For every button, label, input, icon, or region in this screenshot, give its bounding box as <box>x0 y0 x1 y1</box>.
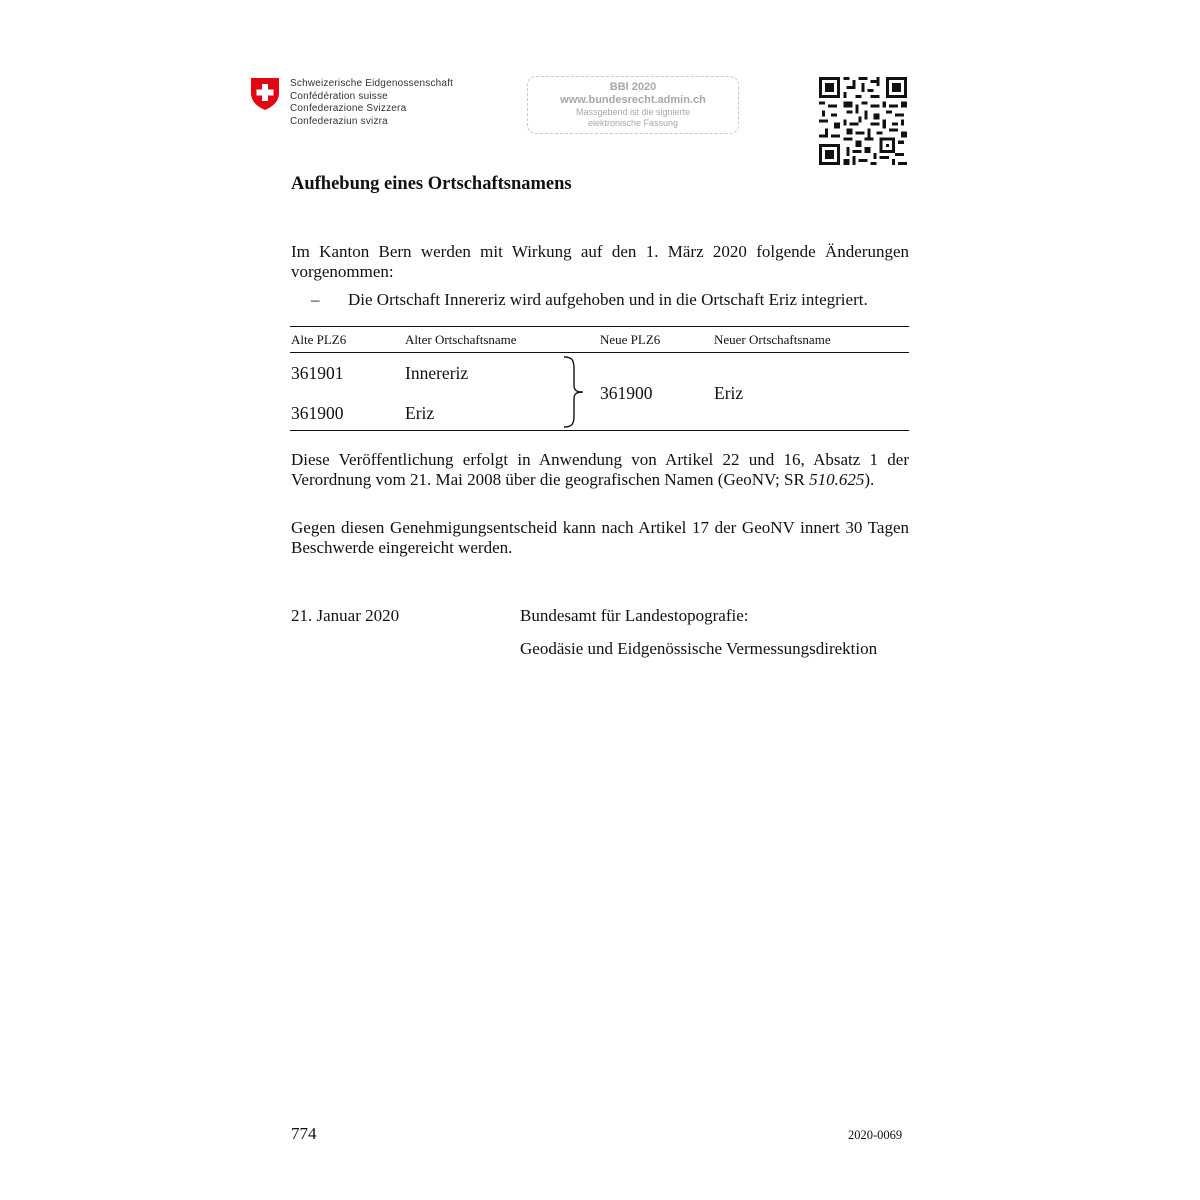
page-number: 774 <box>291 1124 317 1143</box>
legal-basis-end: ). <box>864 470 875 489</box>
stamp-note-2: elektronische Fassung <box>587 118 679 128</box>
bullet-dash: – <box>311 290 320 309</box>
legal-basis-text: Diese Veröffentlichung erfolgt in Anwendung von Artikel 22 und 16, Absatz 1 der Verordnung vom 21. Mai 2008 über die geografischen Namen (GeoNV; SR <box>291 450 909 489</box>
signatory-division: Geodäsie und Eidgenössische Vermessungsdirektion <box>520 639 878 658</box>
new-name: Eriz <box>714 383 744 403</box>
document-number: 2020-0069 <box>848 1128 903 1142</box>
stamp-url: www.bundesrecht.admin.ch <box>560 94 706 106</box>
stamp-bbl: BBl 2020 <box>609 81 657 93</box>
org-line-fr: Confédération suisse <box>290 90 388 102</box>
table-header-rule <box>290 352 909 353</box>
document-title: Aufhebung eines Ortschaftsnamens <box>291 174 572 194</box>
header-old-name: Alter Ortschaftsname <box>405 332 517 347</box>
right-brace-icon <box>561 355 589 429</box>
new-plz: 361900 <box>600 383 653 403</box>
intro-paragraph: Im Kanton Bern werden mit Wirkung auf den 1. März 2020 folgende Änderungen vorgenommen: <box>291 242 909 281</box>
swiss-cross-shield-icon <box>250 77 280 111</box>
table-top-rule <box>290 326 909 327</box>
header-old-plz: Alte PLZ6 <box>291 332 347 347</box>
qr-code-icon <box>819 77 907 165</box>
signatory-office: Bundesamt für Landestopografie: <box>520 606 749 625</box>
org-line-de: Schweizerische Eidgenossenschaft <box>290 78 454 89</box>
org-line-rm: Confederaziun svizra <box>290 115 388 127</box>
stamp-note-1: Massgebend ist die signierte <box>575 107 691 117</box>
sr-reference: 510.625 <box>809 470 865 489</box>
legal-basis-paragraph <box>291 450 909 490</box>
bullet-text: Die Ortschaft Innereriz wird aufgehoben und in die Ortschaft Eriz integriert. <box>348 290 868 309</box>
old-name-2: Eriz <box>405 403 435 423</box>
table-bottom-rule <box>290 430 909 431</box>
federation-name-block <box>290 78 453 128</box>
old-plz-1: 361901 <box>291 363 344 383</box>
header-new-name: Neuer Ortschaftsname <box>714 332 831 347</box>
document-date: 21. Januar 2020 <box>291 606 400 625</box>
header-new-plz: Neue PLZ6 <box>600 332 661 347</box>
old-plz-2: 361900 <box>291 403 344 423</box>
org-line-it: Confederazione Svizzera <box>290 103 407 114</box>
publication-stamp <box>527 76 739 134</box>
old-name-1: Innereriz <box>405 363 469 383</box>
appeal-paragraph: Gegen diesen Genehmigungsentscheid kann nach Artikel 17 der GeoNV innert 30 Tagen Beschwerde eingereicht werden. <box>291 518 909 557</box>
